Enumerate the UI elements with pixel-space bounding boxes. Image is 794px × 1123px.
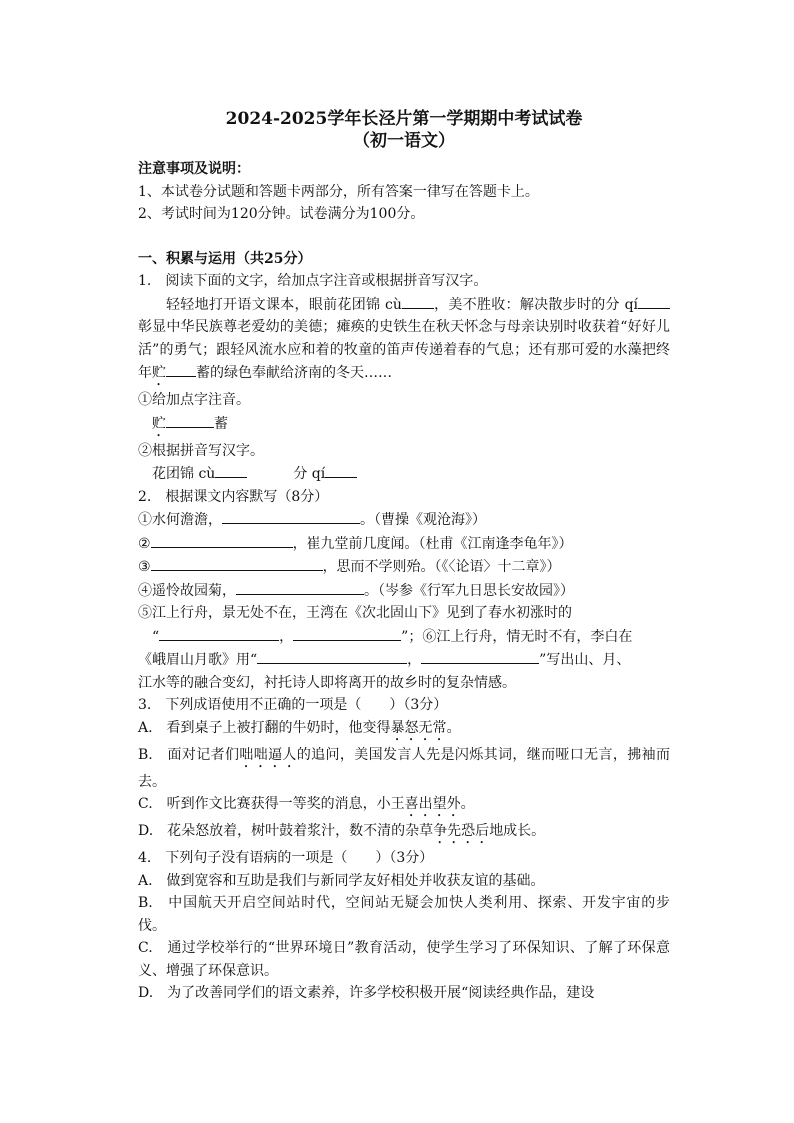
q4-option-d[interactable]: D. 为了改善同学们的语文素养，许多学校积极开展“阅读经典作品，建设 [138,985,595,1001]
q1-sub-1-blank[interactable] [166,412,214,428]
q2-line-3-b: ，思而不学则殆。（《〈论语〉十二章》） [322,559,561,575]
q3-stem: 3. 下列成语使用不正确的一项是（ ）（3分） [138,697,448,713]
q1-sub-2-b-blank[interactable] [325,462,357,478]
q3-option-b-end: 的追问，美国发言人先是闪烁其词，继而哑口无言，拂袖而去。 [138,746,671,790]
q2-line-8: 江水等的融合变幻，衬托诗人即将离开的故乡时的复杂情感。 [138,674,516,691]
q2-line-6-c: ”；⑥江上行舟，情无时不有，李白在 [401,628,633,645]
q3-option-b[interactable] [138,744,670,794]
q2-line-3 [138,555,670,579]
q2-line-4-a: ④遥怜故园菊， [138,582,236,599]
q1-sub-2-a: 花团锦 cù [152,466,216,482]
q2-line-7-a: 《峨眉山月歌》用“ [138,652,258,668]
q3-option-d-text: D. 花朵怒放着，树叶鼓着浆汁，数不清的杂草 [138,823,434,839]
q2-blank-7[interactable] [257,648,407,664]
q2-line-5: ⑤江上行舟，景无处不在，王湾在《次北固山下》见到了春水初涨时的 [138,605,572,621]
q3-option-a-end: 。 [446,719,461,736]
q3-option-c[interactable] [138,793,670,820]
q3-option-b-idiom: 咄咄逼人 [239,746,297,763]
q2-line-6-a: “ [152,628,160,645]
q2-line-6-b: ， [279,628,294,645]
q2-blank-4[interactable] [236,579,364,595]
q2-blank-5[interactable] [159,625,279,641]
q2-line-4 [138,579,670,603]
section-1-heading: 一、积累与运用（共25分） [138,250,312,267]
q1-answer-blank-qi[interactable] [638,293,670,309]
q3-option-d-end: 地成长。 [489,823,546,839]
notes-heading: 注意事项及说明： [138,161,250,177]
q2-line-4-b: 。（岑参《行军九日思长安故园》） [364,582,574,599]
notes-item-1: 1、本试卷分试题和答题卡两部分，所有答案一律写在答题卡上。 [138,183,539,200]
q1-answer-blank-cu[interactable] [402,293,434,309]
spacer [138,226,670,248]
q2-line-1-b: 。（曹操《观沧海》） [360,512,486,528]
q2-stem: 2. 根据课文内容默写（8分） [138,488,329,505]
q2-blank-8[interactable] [421,648,539,664]
q2-line-6 [138,625,670,649]
q2-line-2-b: ，崔九堂前几度闻。（杜甫《江南逢李龟年》） [292,535,573,552]
q4-option-c[interactable]: C. 通过学校举行的“世界环境日”教育活动，使学生学习了环保知识、了解了环保意义、增强了环保意识。 [138,940,670,979]
q1-passage-part-1: 轻轻地打开语文课本，眼前花团锦 cù [166,296,402,313]
q2-line-2-a: ② [138,535,151,552]
q1-sub-1-tail: 蓄 [214,415,228,432]
q2-line-7-b: ， [407,652,422,668]
q3-option-c-end: 。 [460,796,475,812]
q4-option-a[interactable]: A. 做到宽容和互助是我们与新同学友好相处并收获友谊的基础。 [138,872,545,889]
q1-sub-1-char: 贮 [152,415,166,432]
q3-option-d[interactable] [138,820,670,847]
q1-sub-2-items [138,462,670,486]
exam-title: 2024-2025学年长泾片第一学期期中考试试卷 [225,109,583,129]
q1-passage-part-2: ，美不胜收：解决散步时的分 qí [433,296,639,313]
q1-passage-part-4: 蓄的绿色奉献给济南的冬天…… [196,365,392,381]
q1-passage-part-3: 彰显中华民族尊老爱幼的美德；瘫痪的史铁生在秋天怀念与母亲诀别时收获着“好好儿活”的勇气；跟轻风流水应和着的牧童的笛声传递着春的气息；还有那可爱的水藻把终年 [138,319,670,381]
exam-page [138,108,670,1005]
q1-stem: 1. 阅读下面的文字，给加点字注音或根据拼音写汉字。 [138,273,488,289]
q1-answer-blank-zhu[interactable] [166,361,196,377]
q3-option-c-text: C. 听到作文比赛获得一等奖的消息，小王 [138,796,405,812]
q1-passage [138,293,670,390]
q3-option-a-idiom: 暴怒无常 [390,719,447,736]
q4-option-b[interactable]: B. 中国航天开启空间站时代，空间站无疑会加快人类利用、探索、开发宇宙的步伐。 [138,895,670,934]
q4-stem: 4. 下列句子没有语病的一项是（ ）（3分） [138,850,434,866]
q1-sub-2-b: 分 qí [293,466,326,482]
q2-line-7-c: ”写出山、月、 [539,652,631,668]
q1-sub-2: ②根据拼音写汉字。 [138,442,264,459]
q2-line-1 [138,508,670,532]
exam-subtitle: （初一语文） [353,131,455,151]
notes-item-2: 2、考试时间为120分钟。试卷满分为100分。 [138,206,425,222]
q3-option-c-idiom: 喜出望外 [404,796,461,812]
q2-line-1-a: ①水何澹澹， [138,512,222,528]
q2-blank-6[interactable] [293,625,401,641]
q2-line-7 [138,648,670,672]
q1-sub-1: ①给加点字注音。 [138,392,250,408]
q3-option-a[interactable] [138,717,670,744]
q2-blank-2[interactable] [151,532,293,548]
q2-line-2 [138,532,670,556]
q2-line-3-a: ③ [138,559,151,575]
q3-option-d-idiom: 争先恐后 [433,823,490,839]
q3-option-b-text: B. 面对记者们 [138,746,240,763]
q2-blank-1[interactable] [222,508,360,524]
q2-blank-3[interactable] [151,555,323,571]
q1-sub-1-item [138,412,670,440]
q1-dotted-char: 贮 [152,365,166,381]
q1-sub-2-a-blank[interactable] [215,462,247,478]
q3-option-a-text: A. 看到桌子上被打翻的牛奶时，他变得 [138,719,391,736]
